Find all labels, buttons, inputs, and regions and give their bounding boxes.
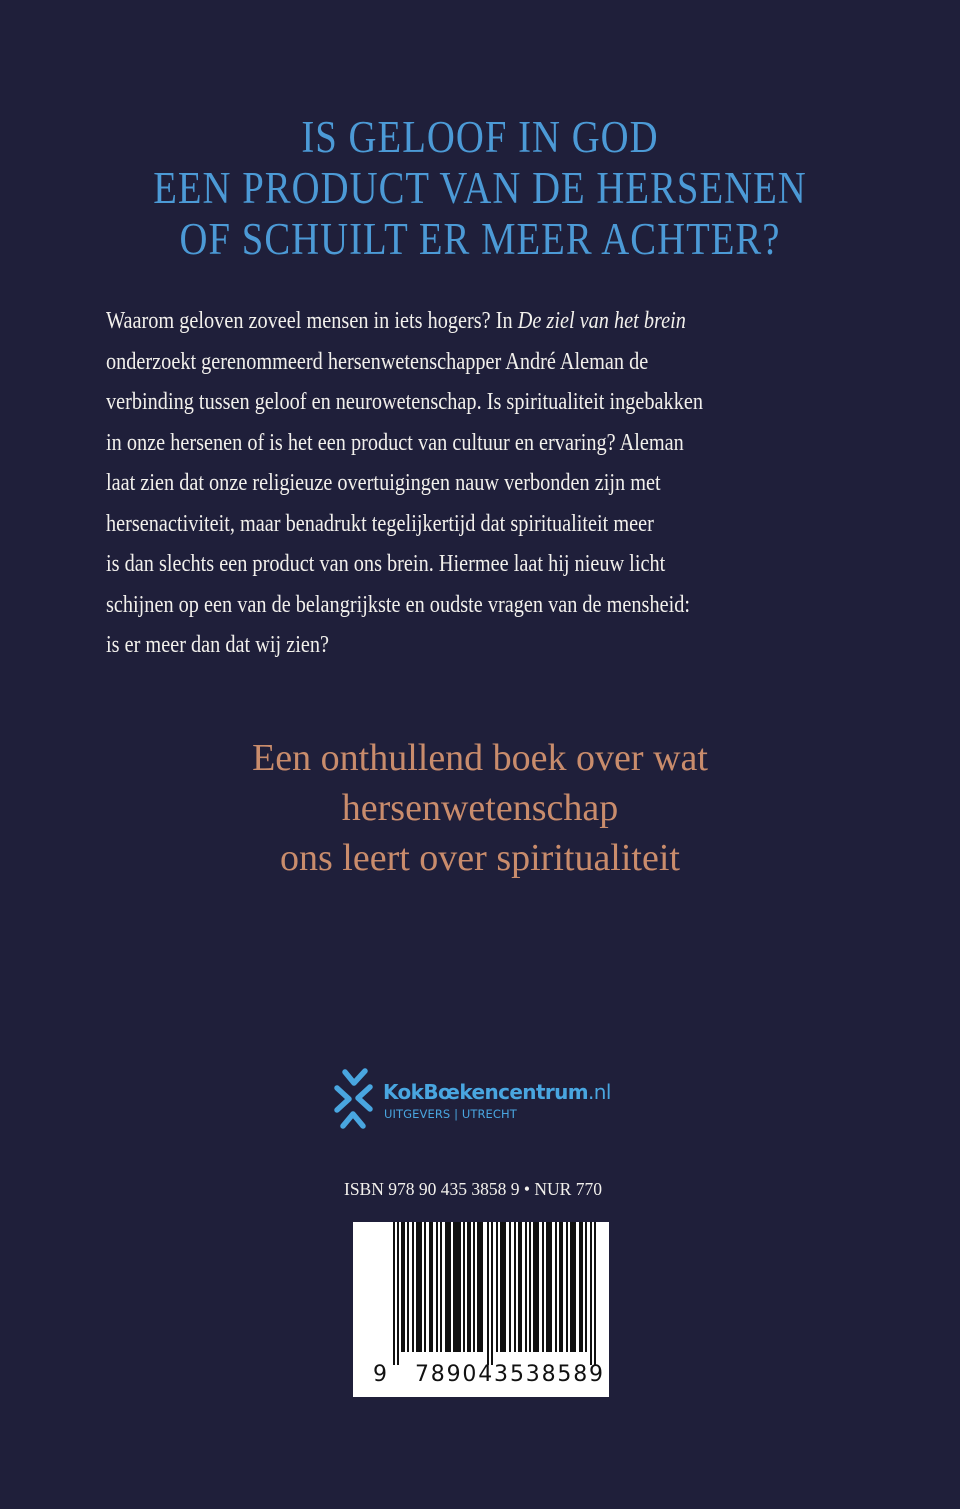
tagline-line: hersenwetenschap [341,787,619,829]
blurb-line: is dan slechts een product van ons brein. Hiermee laat hij nieuw licht [106,551,666,577]
headline-line: IS GELOOF IN GOD [301,112,659,162]
blurb-line: verbinding tussen geloof en neurowetenschap. Is spiritualiteit ingebakken [106,389,703,415]
blurb-paragraph [106,301,866,666]
publisher-logo [333,1068,643,1130]
blurb-line [106,301,748,342]
tagline-line: ons leert over spiritualiteit [280,837,680,879]
kokboekencentrum-logo-icon [333,1068,375,1130]
isbn-barcode [353,1222,609,1397]
barcode-bars [393,1222,597,1365]
isbn-nur-line: ISBN 978 90 435 3858 9 • NUR 770 [344,1179,602,1199]
publisher-name [383,1080,611,1104]
barcode-first-digit: 9 [373,1362,387,1387]
blurb-text: Waarom geloven zoveel mensen in iets hogers? In [106,308,518,334]
tagline-line: Een onthullend boek over wat [252,737,708,779]
book-title-italic: De ziel van het brein [517,308,686,334]
publisher-name-text: KokBœkencentrum [383,1080,589,1104]
blurb-line: in onze hersenen of is het een product van cultuur en ervaring? Aleman [106,429,684,456]
headline-line: EEN PRODUCT VAN DE HERSENEN [153,163,807,213]
publisher-tld: .nl [588,1080,611,1104]
headline-line: OF SCHUILT ER MEER ACHTER? [179,214,781,264]
blurb-line: is er meer dan dat wij zien? [106,632,329,658]
tagline [0,733,960,883]
headline [67,112,893,265]
blurb-line: hersenactiviteit, maar benadrukt tegelijkertijd dat spiritualiteit meer [106,510,654,537]
blurb-line: schijnen op een van de belangrijkste en oudste vragen van de mensheid: [106,591,691,618]
barcode-right-digits: 538589 [510,1362,605,1387]
barcode-left-digits: 789043 [415,1362,510,1387]
blurb-line: onderzoekt gerenommeerd hersenwetenschapper André Aleman de [106,348,649,375]
blurb-line: laat zien dat onze religieuze overtuigingen nauw verbonden zijn met [106,470,661,496]
publisher-subtitle: UITGEVERS | UTRECHT [384,1107,517,1121]
